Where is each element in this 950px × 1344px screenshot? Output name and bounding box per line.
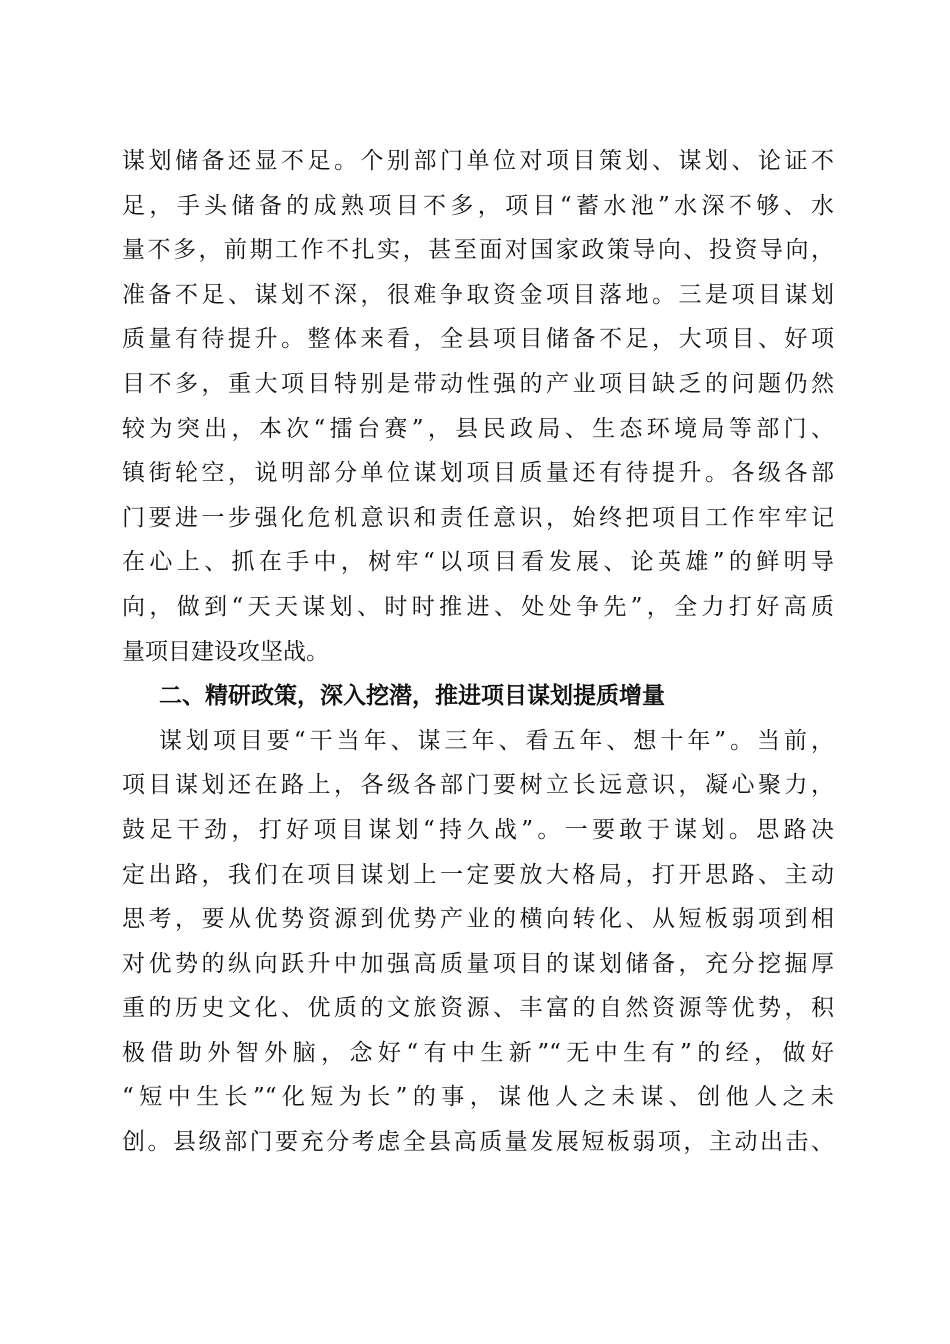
document-body — [122, 139, 834, 1165]
body-line: 创。县级部门要充分考虑全县高质量发展短板弱项，主动出击、 — [122, 1129, 834, 1156]
body-line: 对优势的纵向跃升中加强高质量项目的谋划储备，充分挖掘厚 — [122, 950, 834, 977]
body-line: 准备不足、谋划不深，很难争取资金项目落地。三是项目谋划 — [122, 281, 834, 308]
body-line: 思考，要从优势资源到优势产业的横向转化、从短板弱项到相 — [122, 906, 834, 933]
body-line: 谋划项目要“干当年、谋三年、看五年、想十年”。当前， — [159, 727, 834, 754]
body-line: 目不多，重大项目特别是带动性强的产业项目缺乏的问题仍然 — [122, 370, 834, 397]
body-line: 重的历史文化、优质的文旅资源、丰富的自然资源等优势，积 — [122, 995, 834, 1022]
body-line: 量项目建设攻坚战。 — [122, 638, 329, 665]
section-heading: 二、精研政策，深入挖潜，推进项目谋划提质增量 — [159, 683, 665, 710]
body-line: 鼓足干劲，打好项目谋划“持久战”。一要敢于谋划。思路决 — [122, 816, 834, 843]
body-line: 谋划储备还显不足。个别部门单位对项目策划、谋划、论证不 — [122, 148, 834, 174]
body-line: 足，手头储备的成熟项目不多，项目“蓄水池”水深不够、水 — [122, 192, 834, 219]
body-line: 向，做到“天天谋划、时时推进、处处争先”，全力打好高质 — [122, 593, 834, 620]
body-line: 量不多，前期工作不扎实，甚至面对国家政策导向、投资导向， — [122, 237, 834, 264]
body-line: 极借助外智外脑，念好“有中生新”“无中生有”的经，做好 — [122, 1039, 834, 1066]
body-line: 门要进一步强化危机意识和责任意识，始终把项目工作牢牢记 — [122, 504, 834, 531]
body-line: 在心上、抓在手中，树牢“以项目看发展、论英雄”的鲜明导 — [122, 549, 834, 576]
body-line: 定出路，我们在项目谋划上一定要放大格局，打开思路、主动 — [122, 861, 834, 888]
body-line: 镇街轮空，说明部分单位谋划项目质量还有待提升。各级各部 — [122, 460, 834, 487]
body-line: 较为突出，本次“擂台赛”，县民政局、生态环境局等部门、 — [122, 415, 834, 442]
body-line: “短中生长”“化短为长”的事，谋他人之未谋、创他人之未 — [122, 1084, 834, 1111]
body-line: 项目谋划还在路上，各级各部门要树立长远意识，凝心聚力， — [122, 772, 834, 799]
body-line: 质量有待提升。整体来看，全县项目储备不足，大项目、好项 — [122, 326, 834, 353]
